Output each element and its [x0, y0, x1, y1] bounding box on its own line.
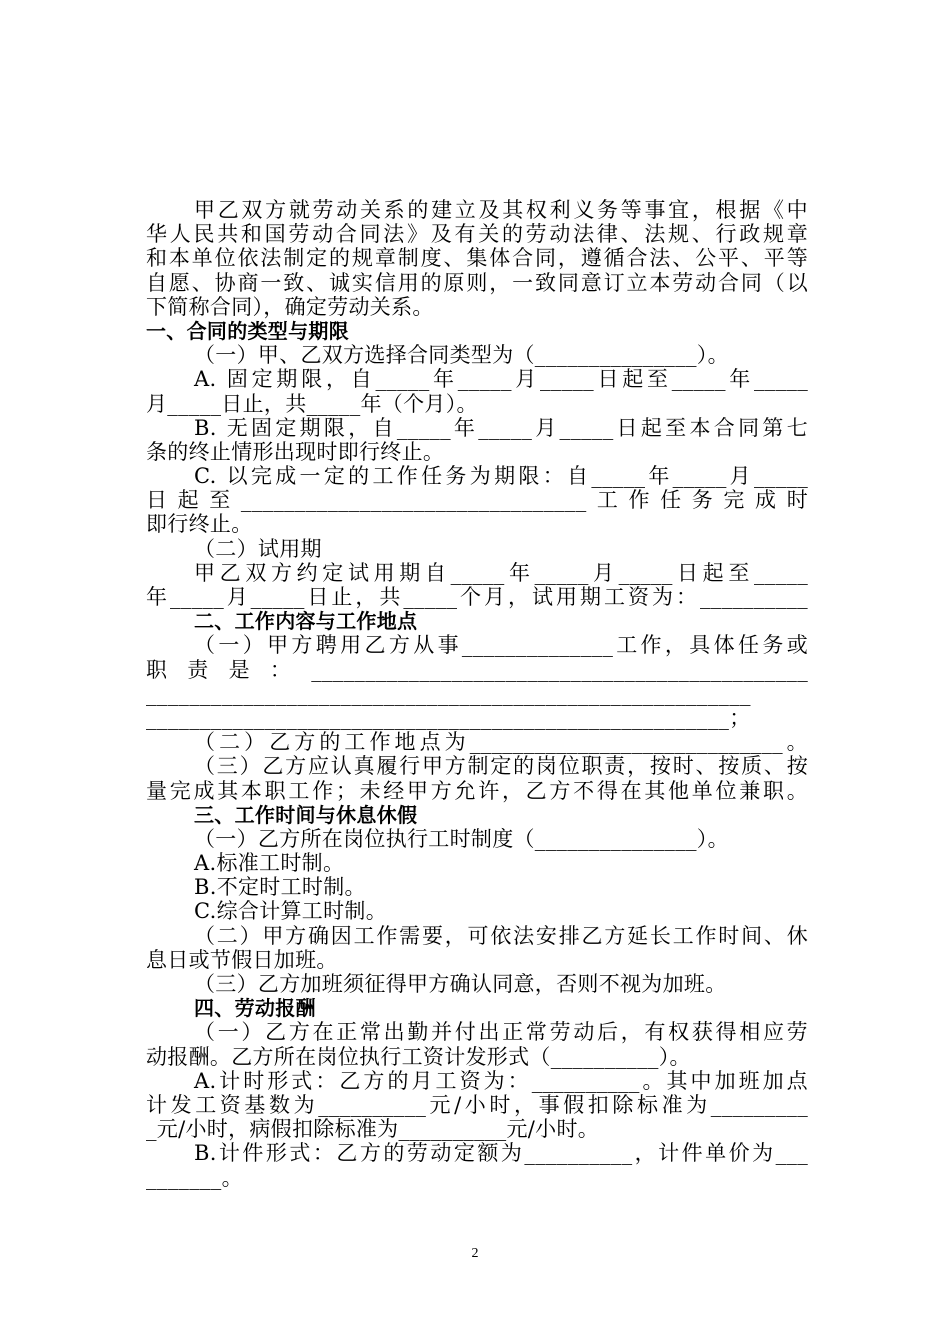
- text-line: （二）乙方的工作地点为_____________________________。: [194, 730, 808, 755]
- text-line: （一）乙方所在岗位执行工时制度（_______________）。: [194, 826, 729, 851]
- text-line: 动报酬。乙方所在岗位执行工资计发形式（__________）。: [146, 1044, 691, 1069]
- text-line: 计发工资基数为__________元/小时，事假扣除标准为_________: [146, 1092, 808, 1117]
- text-line: 即行终止。: [146, 512, 253, 537]
- text-line: _元/小时，病假扣除标准为__________元/小时。: [146, 1117, 600, 1142]
- text-line: A.计时形式：乙方的月工资为：__________。其中加班加点: [194, 1068, 808, 1093]
- text-line: （一）乙方在正常出勤并付出正常劳动后，有权获得相应劳: [194, 1020, 808, 1045]
- text-line: 和本单位依法制定的规章制度、集体合同，遵循合法、公平、平等: [146, 246, 808, 271]
- text-line: C. 以完成一定的工作任务为期限：自_____年_____月_____: [194, 464, 808, 489]
- text-line: 职责是：______________________________________________: [146, 657, 808, 682]
- text-line: （三）乙方加班须征得甲方确认同意，否则不视为加班。: [194, 972, 727, 996]
- page-number: 2: [471, 1246, 479, 1261]
- text-line: 甲乙双方约定试用期自_____年_____月_____日起至_____: [194, 560, 808, 585]
- text-line: （一）甲、乙双方选择合同类型为（_______________）。: [194, 343, 729, 368]
- text-line: 月_____日止，共_____年（个月）。: [146, 391, 478, 416]
- text-line: （二）甲方确因工作需要，可依法安排乙方延长工作时间、休: [194, 923, 808, 948]
- text-line: 量完成其本职工作；未经甲方允许，乙方不得在其他单位兼职。: [146, 778, 808, 803]
- text-line: 息日或节假日加班。: [146, 947, 338, 972]
- text-line: 日起至________________________________工作任务完成时: [146, 488, 808, 513]
- section-heading: 二、工作内容与工作地点: [194, 609, 418, 634]
- text-line: 华人民共和国劳动合同法》及有关的劳动法律、法规、行政规章: [146, 222, 808, 247]
- text-line: （二）试用期: [194, 536, 322, 561]
- section-heading: 三、工作时间与休息休假: [194, 802, 418, 827]
- text-line: 甲乙双方就劳动关系的建立及其权利义务等事宜，根据《中: [194, 198, 808, 222]
- section-heading: 一、合同的类型与期限: [146, 318, 349, 343]
- text-line: _______。: [146, 1165, 243, 1190]
- text-line: ________________________________________________________: [146, 681, 751, 706]
- text-line: 年_____月_____日止，共_____个月，试用期工资为：__________: [146, 585, 808, 609]
- text-line: A.标准工时制。: [194, 851, 345, 876]
- text-line: 条的终止情形出现时即行终止。: [146, 439, 445, 464]
- text-line: B. 无固定期限，自_____年_____月_____日起至本合同第七: [194, 415, 808, 440]
- text-line: 下简称合同），确定劳动关系。: [146, 294, 434, 319]
- text-line: B.不定时工时制。: [194, 875, 366, 900]
- section-heading: 四、劳动报酬: [194, 996, 316, 1021]
- text-line: （三）乙方应认真履行甲方制定的岗位职责，按时、按质、按: [194, 754, 808, 779]
- text-line: （一）甲方聘用乙方从事______________工作，具体任务或: [194, 633, 808, 658]
- text-line: 自愿、协商一致、诚实信用的原则，一致同意订立本劳动合同（以: [146, 270, 808, 295]
- text-line: B.计件形式：乙方的劳动定额为__________，计件单价为___: [194, 1141, 808, 1166]
- text-line: ______________________________________________________；: [146, 705, 751, 730]
- text-line: C.综合计算工时制。: [194, 899, 387, 924]
- contract-body: [146, 198, 808, 1190]
- text-line: A. 固定期限，自_____年_____月_____日起至_____年_____: [194, 367, 808, 392]
